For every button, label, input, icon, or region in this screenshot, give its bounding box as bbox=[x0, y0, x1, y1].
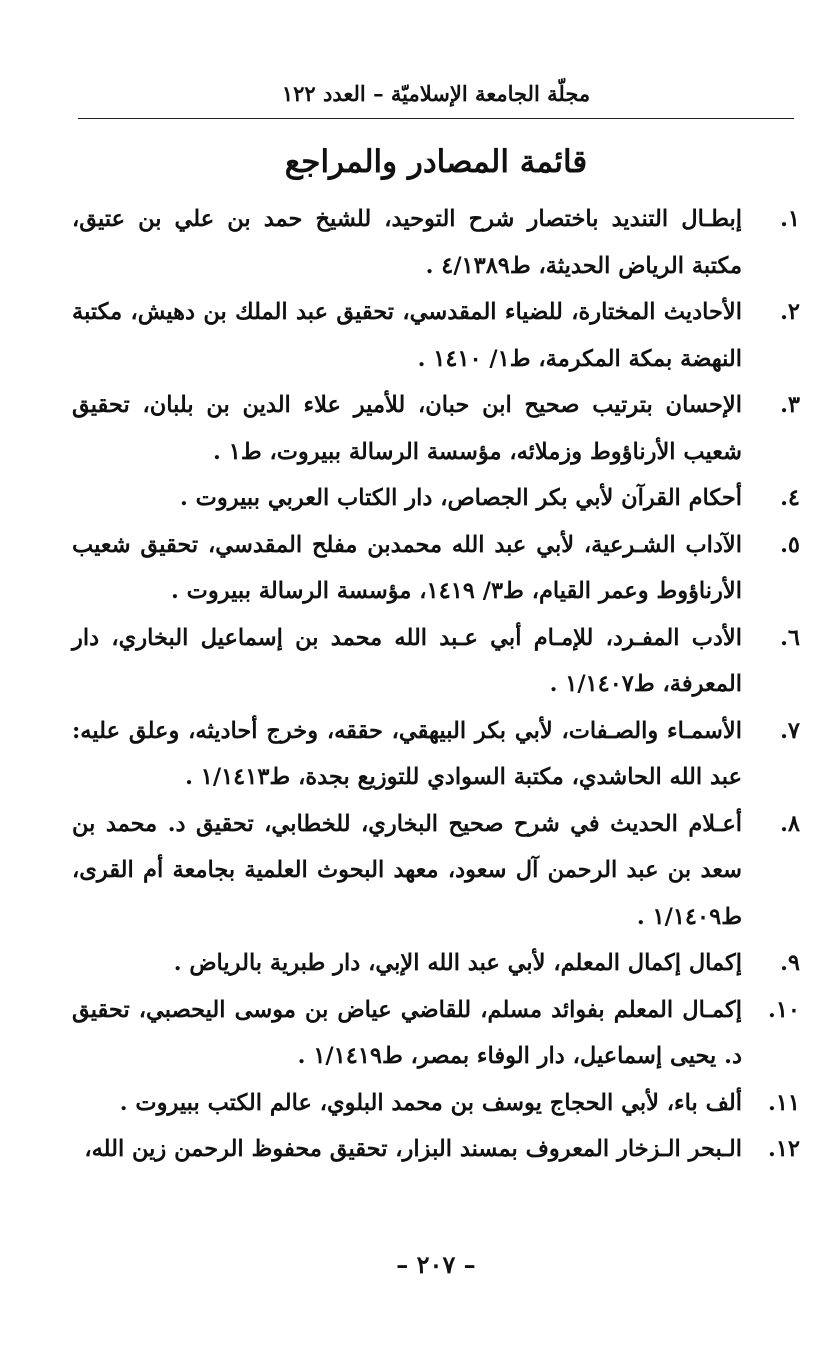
reference-item bbox=[72, 801, 800, 941]
reference-item bbox=[72, 382, 800, 475]
reference-number: ١٠. bbox=[767, 996, 800, 1023]
reference-text: أحكام القرآن لأبي بكر الجصاص، دار الكتاب العربي ببيروت . bbox=[180, 485, 742, 511]
reference-text: الآداب الشـرعية، لأبي عبد الله محمدبن مفلح المقدسي، تحقيق شعيب الأرناؤوط وعمر القيام، ط٣/ ١٤١٩، مؤسسة الرسالة ببيروت . bbox=[72, 531, 742, 604]
reference-number: ٤. bbox=[780, 485, 800, 511]
reference-text: الـبحر الـزخار المعروف بمسند البزار، تحقيق محفوظ الرحمن زين الله، bbox=[84, 1136, 742, 1162]
reference-item bbox=[72, 475, 800, 522]
reference-item bbox=[72, 1126, 800, 1173]
reference-item bbox=[72, 615, 800, 708]
reference-item bbox=[72, 522, 800, 615]
reference-text: إبطـال التنديد باختصار شرح التوحيد، للشيخ حمد بن علي بن عتيق، مكتبة الرياض الحديثة، ط٤/١٣٨٩ . bbox=[72, 206, 742, 279]
reference-item bbox=[72, 289, 800, 382]
reference-item bbox=[72, 987, 800, 1080]
page-number: – ٢٠٧ – bbox=[396, 1250, 476, 1279]
reference-number: ٩. bbox=[780, 950, 800, 976]
reference-number: ٥. bbox=[780, 531, 800, 558]
reference-number: ٦. bbox=[780, 624, 800, 651]
reference-text: أعـلام الحديث في شرح صحيح البخاري، للخطابي، تحقيق د. محمد بن سعد بن عبد الرحمن آل سعود، معهد البحوث العلمية بجامعة أم القرى، ط١/١٤٠٩ . bbox=[72, 810, 742, 930]
reference-number: ٨. bbox=[780, 810, 800, 837]
reference-item bbox=[72, 196, 800, 289]
reference-text: ألف باء، لأبي الحجاج يوسف بن محمد البلوي، عالم الكتب ببيروت . bbox=[119, 1089, 742, 1116]
reference-item bbox=[72, 1080, 800, 1127]
reference-text: إكمـال المعلم بفوائد مسلم، للقاضي عياض بن موسى اليحصبي، تحقيق د. يحيى إسماعيل، دار الوفاء بمصر، ط١/١٤١٩ . bbox=[72, 996, 742, 1069]
reference-text: الإحسان بترتيب صحيح ابن حبان، للأمير علاء الدين بن بلبان، تحقيق شعيب الأرناؤوط وزملائه، مؤسسة الرسالة ببيروت، ط١ . bbox=[72, 392, 742, 465]
reference-text: إكمال إكمال المعلم، لأبي عبد الله الإبي، دار طبرية بالرياض . bbox=[173, 950, 742, 976]
running-header: مجلّة الجامعة الإسلاميّة – العدد ١٢٢ bbox=[281, 81, 591, 106]
reference-text: الأحاديث المختارة، للضياء المقدسي، تحقيق عبد الملك بن دهيش، مكتبة النهضة بمكة المكرمة، ط١/ ١٤١٠ . bbox=[72, 299, 742, 372]
references-list bbox=[72, 196, 800, 1173]
reference-number: ١٢. bbox=[767, 1136, 800, 1162]
reference-number: ٣. bbox=[780, 392, 800, 418]
reference-number: ٢. bbox=[780, 299, 800, 325]
reference-text: الأدب المفـرد، للإمـام أبي عـبد الله محمد بن إسماعيل البخاري، دار المعرفة، ط١/١٤٠٧ . bbox=[72, 624, 742, 697]
reference-item bbox=[72, 940, 800, 987]
reference-number: ٧. bbox=[780, 717, 800, 744]
header-rule bbox=[78, 118, 794, 119]
section-title: قائمة المصادر والمراجع bbox=[284, 144, 588, 180]
reference-text: الأسمـاء والصـفات، لأبي بكر البيهقي، حققه، وخرج أحاديثه، وعلق عليه: عبد الله الحاشدي، مكتبة السوادي للتوزيع بجدة، ط١/١٤١٣ . bbox=[72, 717, 742, 790]
reference-item bbox=[72, 708, 800, 801]
reference-number: ١١. bbox=[767, 1089, 800, 1116]
reference-number: ١. bbox=[780, 206, 800, 232]
